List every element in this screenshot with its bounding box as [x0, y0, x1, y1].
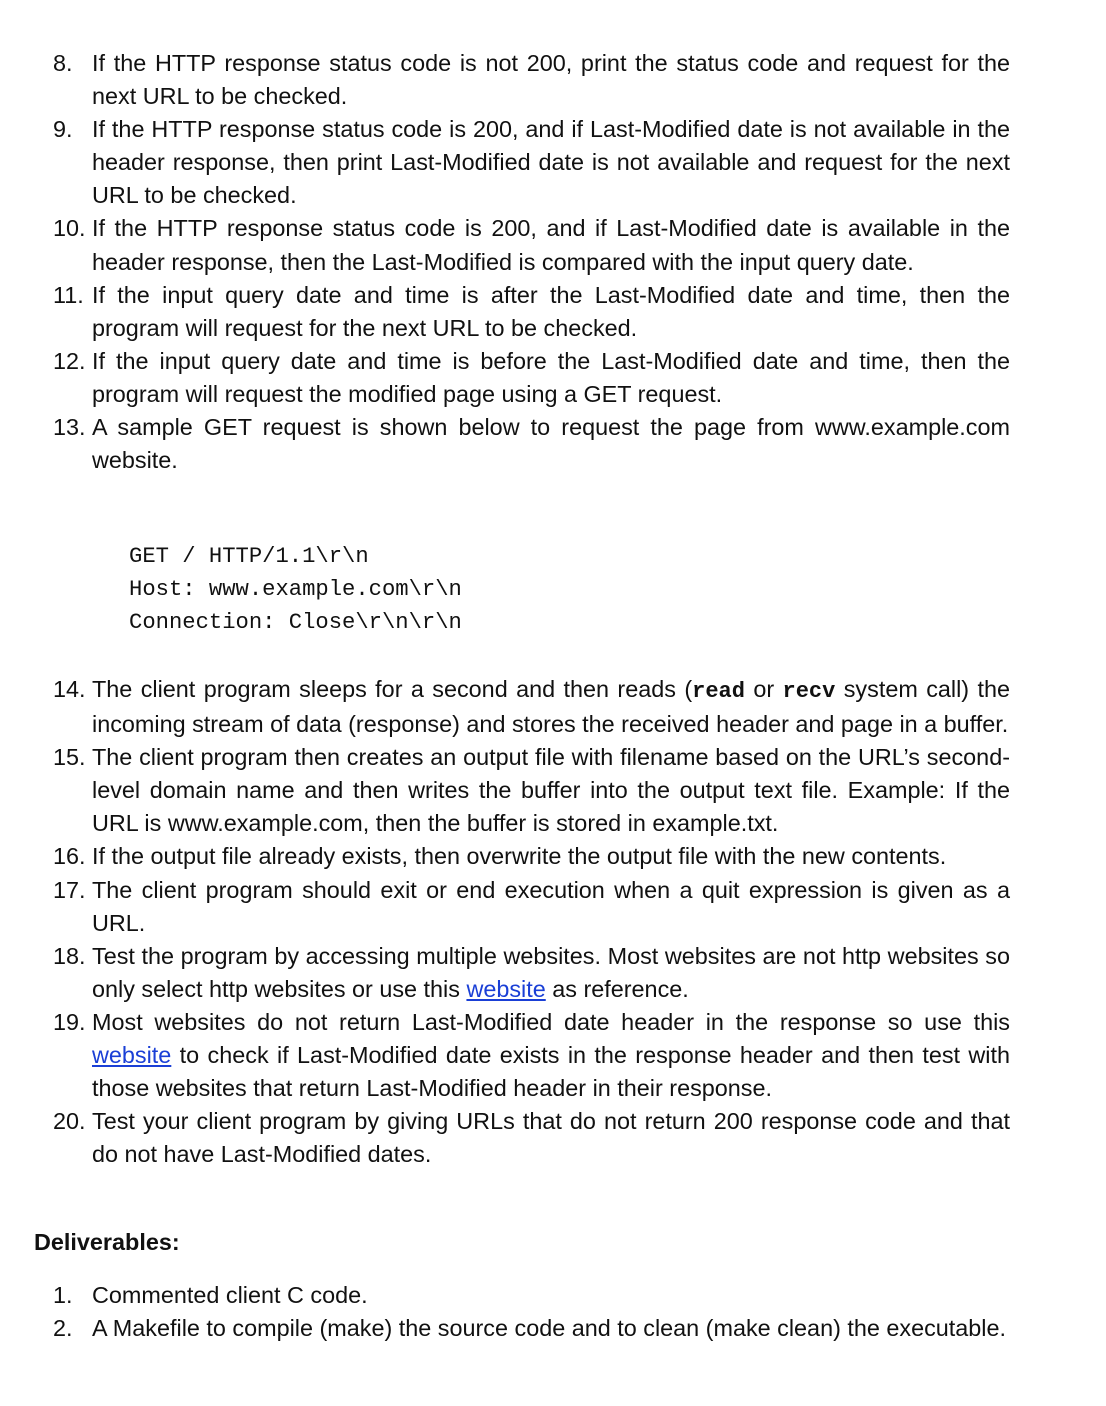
- item-text: The client program should exit or end execution when a quit expression is given as a URL.: [92, 876, 1010, 936]
- inline-code-read: read: [692, 679, 745, 704]
- deliverables-heading: Deliverables:: [34, 1229, 180, 1255]
- list-item-20: [0, 1105, 1010, 1171]
- http-request-code-sample: [129, 540, 462, 639]
- list-item-14: [0, 673, 1010, 741]
- list-item-19: [0, 1006, 1010, 1105]
- list-item-12: [0, 345, 1010, 411]
- list-item-16: [0, 840, 1010, 873]
- item-text: If the output file already exists, then overwrite the output file with the new contents.: [92, 843, 947, 870]
- item-text: If the input query date and time is after the Last-Modified date and time, then the program will request for the next URL to be checked.: [92, 281, 1010, 341]
- list-item-15: [0, 741, 1010, 840]
- item-number: 10.: [53, 215, 86, 242]
- item-number: 14.: [53, 676, 86, 702]
- list-item-10: [0, 212, 1010, 278]
- item-text: If the HTTP response status code is not 200, print the status code and request for the next URL to be checked.: [92, 50, 1010, 110]
- code-line: Host: www.example.com\r\n: [129, 577, 462, 603]
- deliverables-list: [0, 1279, 1010, 1345]
- item-text-end: as reference.: [545, 975, 689, 1002]
- website-link[interactable]: website: [92, 1042, 172, 1069]
- code-line: GET / HTTP/1.1\r\n: [129, 544, 369, 569]
- inline-code-recv: recv: [782, 679, 836, 704]
- item-text-start: The client program sleeps for a second and then reads (: [92, 676, 693, 702]
- list-item-8: [0, 47, 1010, 113]
- website-link[interactable]: website: [466, 975, 546, 1002]
- item-text: Commented client C code.: [92, 1282, 368, 1308]
- item-text-end: system call) the incoming stream of data (response) and stores the received header and page in a buffer.: [92, 676, 1010, 738]
- requirements-list-part-1: [0, 47, 1010, 477]
- deliverable-item-2: [0, 1312, 1010, 1345]
- item-text-start: Most websites do not return Last-Modified date header in the response so use this: [92, 1008, 1010, 1035]
- item-text: If the HTTP response status code is 200, and if Last-Modified date is not available in the header response, then print Last-Modified date is not available and request for the next URL to be checked.: [92, 116, 1010, 209]
- item-number: 19.: [53, 1008, 86, 1035]
- item-text: Test your client program by giving URLs that do not return 200 response code and that do not have Last-Modified dates.: [92, 1108, 1010, 1168]
- item-number: 20.: [53, 1108, 86, 1135]
- item-number: 12.: [53, 347, 86, 374]
- item-number: 13.: [53, 414, 86, 441]
- item-number: 8.: [53, 50, 73, 76]
- item-text-mid: or: [744, 676, 783, 702]
- item-number: 18.: [53, 942, 86, 969]
- item-text: The client program then creates an output file with filename based on the URL’s second-level domain name and then writes the buffer into the output text file. Example: If the URL is www.example.com, then the buffer is stored in example.txt.: [92, 744, 1010, 837]
- deliverable-item-1: [0, 1279, 1010, 1312]
- item-text: If the input query date and time is before the Last-Modified date and time, then the program will request the modified page using a GET request.: [92, 347, 1010, 407]
- item-text: If the HTTP response status code is 200, and if Last-Modified date is available in the header response, then the Last-Modified is compared with the input query date.: [92, 215, 1010, 275]
- list-item-13: [0, 411, 1010, 477]
- item-number: 15.: [53, 744, 86, 771]
- item-number: 1.: [53, 1282, 73, 1308]
- list-item-9: [0, 113, 1010, 212]
- item-number: 2.: [53, 1315, 73, 1342]
- requirements-list-part-2: [0, 673, 1010, 1171]
- list-item-17: [0, 874, 1010, 940]
- item-number: 9.: [53, 116, 73, 143]
- item-text-start: Test the program by accessing multiple websites. Most websites are not http websites so only select http websites or use this: [92, 942, 1010, 1002]
- list-item-11: [0, 279, 1010, 345]
- code-line: Connection: Close\r\n\r\n: [129, 610, 462, 636]
- item-number: 11.: [53, 281, 84, 308]
- item-text: A sample GET request is shown below to request the page from www.example.com website.: [92, 414, 1010, 474]
- list-item-18: [0, 940, 1010, 1006]
- item-number: 17.: [53, 876, 86, 903]
- item-text-end: to check if Last-Modified date exists in the response header and then test with those websites that return Last-Modified header in their response.: [92, 1042, 1010, 1102]
- item-number: 16.: [53, 843, 86, 870]
- item-text: A Makefile to compile (make) the source code and to clean (make clean) the executable.: [92, 1315, 1007, 1342]
